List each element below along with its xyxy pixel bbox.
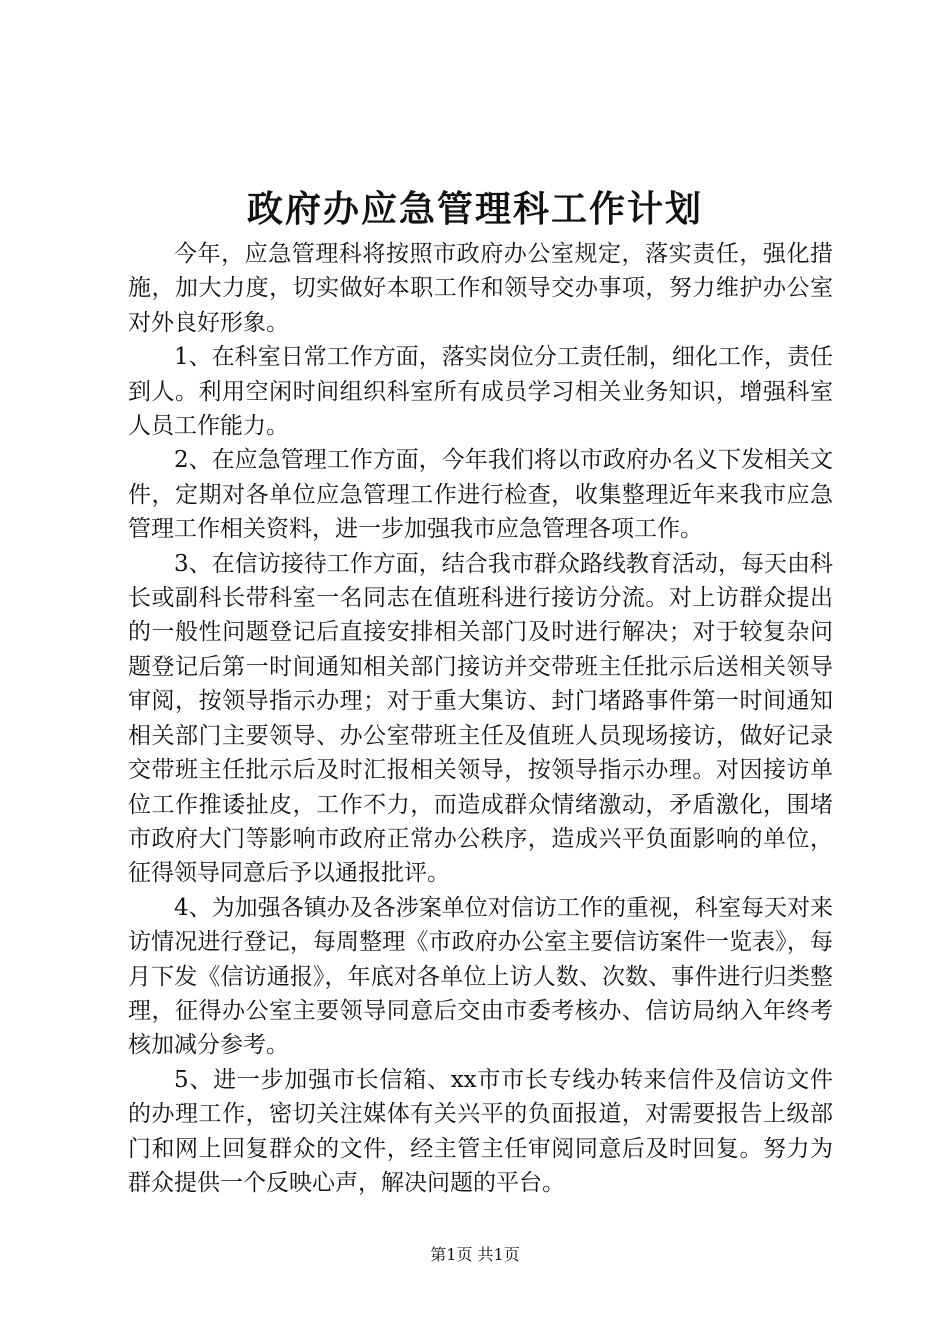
document-body xyxy=(128,237,833,1200)
paragraph-item-3: 3、在信访接待工作方面，结合我市群众路线教育活动，每天由科长或副科长带科室一名同志在值班科进行接访分流。对上访群众提出的一般性问题登记后直接安排相关部门及时进行解决；对于较复杂问题登记后第一时间通知相关部门接访并交带班主任批示后送相关领导审阅，按领导指示办理；对于重大集访、封门堵路事件第一时间通知相关部门主要领导、办公室带班主任及值班人员现场接访，做好记录交带班主任批示后及时汇报相关领导，按领导指示办理。对因接访单位工作推诿扯皮，工作不力，而造成群众情绪激动，矛盾激化，围堵市政府大门等影响市政府正常办公秩序，造成兴平负面影响的单位，征得领导同意后予以通报批评。 xyxy=(128,550,833,887)
paragraph-intro: 今年，应急管理科将按照市政府办公室规定，落实责任，强化措施，加大力度，切实做好本职工作和领导交办事项，努力维护办公室对外良好形象。 xyxy=(128,241,833,336)
paragraph-item-4: 4、为加强各镇办及各涉案单位对信访工作的重视，科室每天对来访情况进行登记，每周整理《市政府办公室主要信访案件一览表》，每月下发《信访通报》，年底对各单位上访人数、次数、事件进行归类整理，征得办公室主要领导同意后交由市委考核办、信访局纳入年终考核加减分参考。 xyxy=(128,894,833,1059)
document-title: 政府办应急管理科工作计划 xyxy=(246,188,703,230)
page-footer: 第1页 共1页 xyxy=(430,1245,520,1264)
paragraph-item-2: 2、在应急管理工作方面，今年我们将以市政府办名义下发相关文件，定期对各单位应急管理工作进行检查，收集整理近年来我市应急管理工作相关资料，进一步加强我市应急管理各项工作。 xyxy=(128,447,833,543)
paragraph-item-5: 5、进一步加强市长信箱、xx市市长专线办转来信件及信访文件的办理工作，密切关注媒体有关兴平的负面报道，对需要报告上级部门和网上回复群众的文件，经主管主任审阅同意后及时回复。努力为群众提供一个反映心声，解决问题的平台。 xyxy=(128,1066,833,1196)
paragraph-item-1: 1、在科室日常工作方面，落实岗位分工责任制，细化工作，责任到人。利用空闲时间组织科室所有成员学习相关业务知识，增强科室人员工作能力。 xyxy=(128,344,833,440)
